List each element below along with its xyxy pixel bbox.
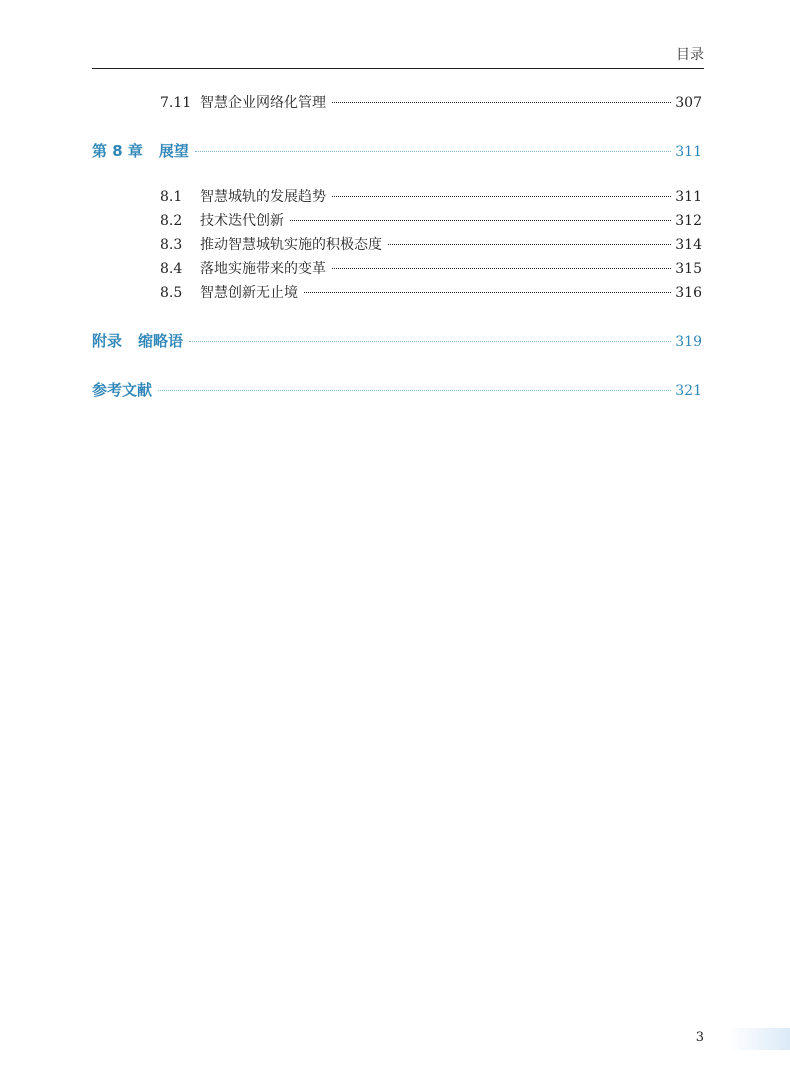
dot-leader <box>332 196 671 197</box>
section-title: 智慧城轨的发展趋势 <box>200 189 326 205</box>
dot-leader <box>304 292 671 293</box>
references-label: 参考文献 <box>92 381 153 399</box>
section-number: 8.5 <box>160 285 183 301</box>
corner-tint-decoration <box>728 1028 790 1050</box>
section-number: 8.3 <box>160 237 183 253</box>
section-title: 智慧企业网络化管理 <box>200 95 326 111</box>
toc-entry-references[interactable] <box>92 379 702 400</box>
running-title: 目录 <box>676 47 704 63</box>
page-ref: 316 <box>675 285 702 301</box>
section-title: 落地实施带来的变革 <box>200 261 326 277</box>
page-ref: 321 <box>675 383 702 399</box>
section-title: 推动智慧城轨实施的积极态度 <box>200 237 382 253</box>
appendix-label: 附录 <box>92 332 123 350</box>
toc-entry-8-5[interactable] <box>160 282 702 302</box>
toc-entry-8-2[interactable] <box>160 210 702 230</box>
page-ref: 314 <box>675 237 702 253</box>
section-number: 8.2 <box>160 213 183 229</box>
dot-leader <box>189 341 671 342</box>
toc-entry-7-11[interactable] <box>160 92 702 112</box>
toc-entry-appendix[interactable] <box>92 330 702 351</box>
dot-leader <box>195 151 671 152</box>
section-title: 技术迭代创新 <box>200 213 284 229</box>
page-ref: 315 <box>675 261 702 277</box>
page-ref: 307 <box>675 95 702 111</box>
section-title: 智慧创新无止境 <box>200 285 298 301</box>
dot-leader <box>158 390 671 391</box>
toc-entry-chapter-8[interactable] <box>92 140 702 161</box>
dot-leader <box>332 268 671 269</box>
header-rule <box>92 68 704 69</box>
chapter-label: 第 8 章 <box>92 142 143 160</box>
chapter-title: 展望 <box>158 142 189 160</box>
page-ref: 311 <box>675 189 702 205</box>
page-ref: 319 <box>675 334 702 350</box>
toc-entry-8-3[interactable] <box>160 234 702 254</box>
section-number: 8.1 <box>160 189 183 205</box>
dot-leader <box>388 244 671 245</box>
dot-leader <box>290 220 671 221</box>
page-ref: 312 <box>675 213 702 229</box>
section-number: 8.4 <box>160 261 183 277</box>
toc-entry-8-1[interactable] <box>160 186 702 206</box>
page-ref: 311 <box>675 144 702 160</box>
page-number: 3 <box>695 1030 704 1045</box>
appendix-title: 缩略语 <box>138 332 184 350</box>
toc-entry-8-4[interactable] <box>160 258 702 278</box>
section-number: 7.11 <box>160 95 192 111</box>
dot-leader <box>332 102 671 103</box>
